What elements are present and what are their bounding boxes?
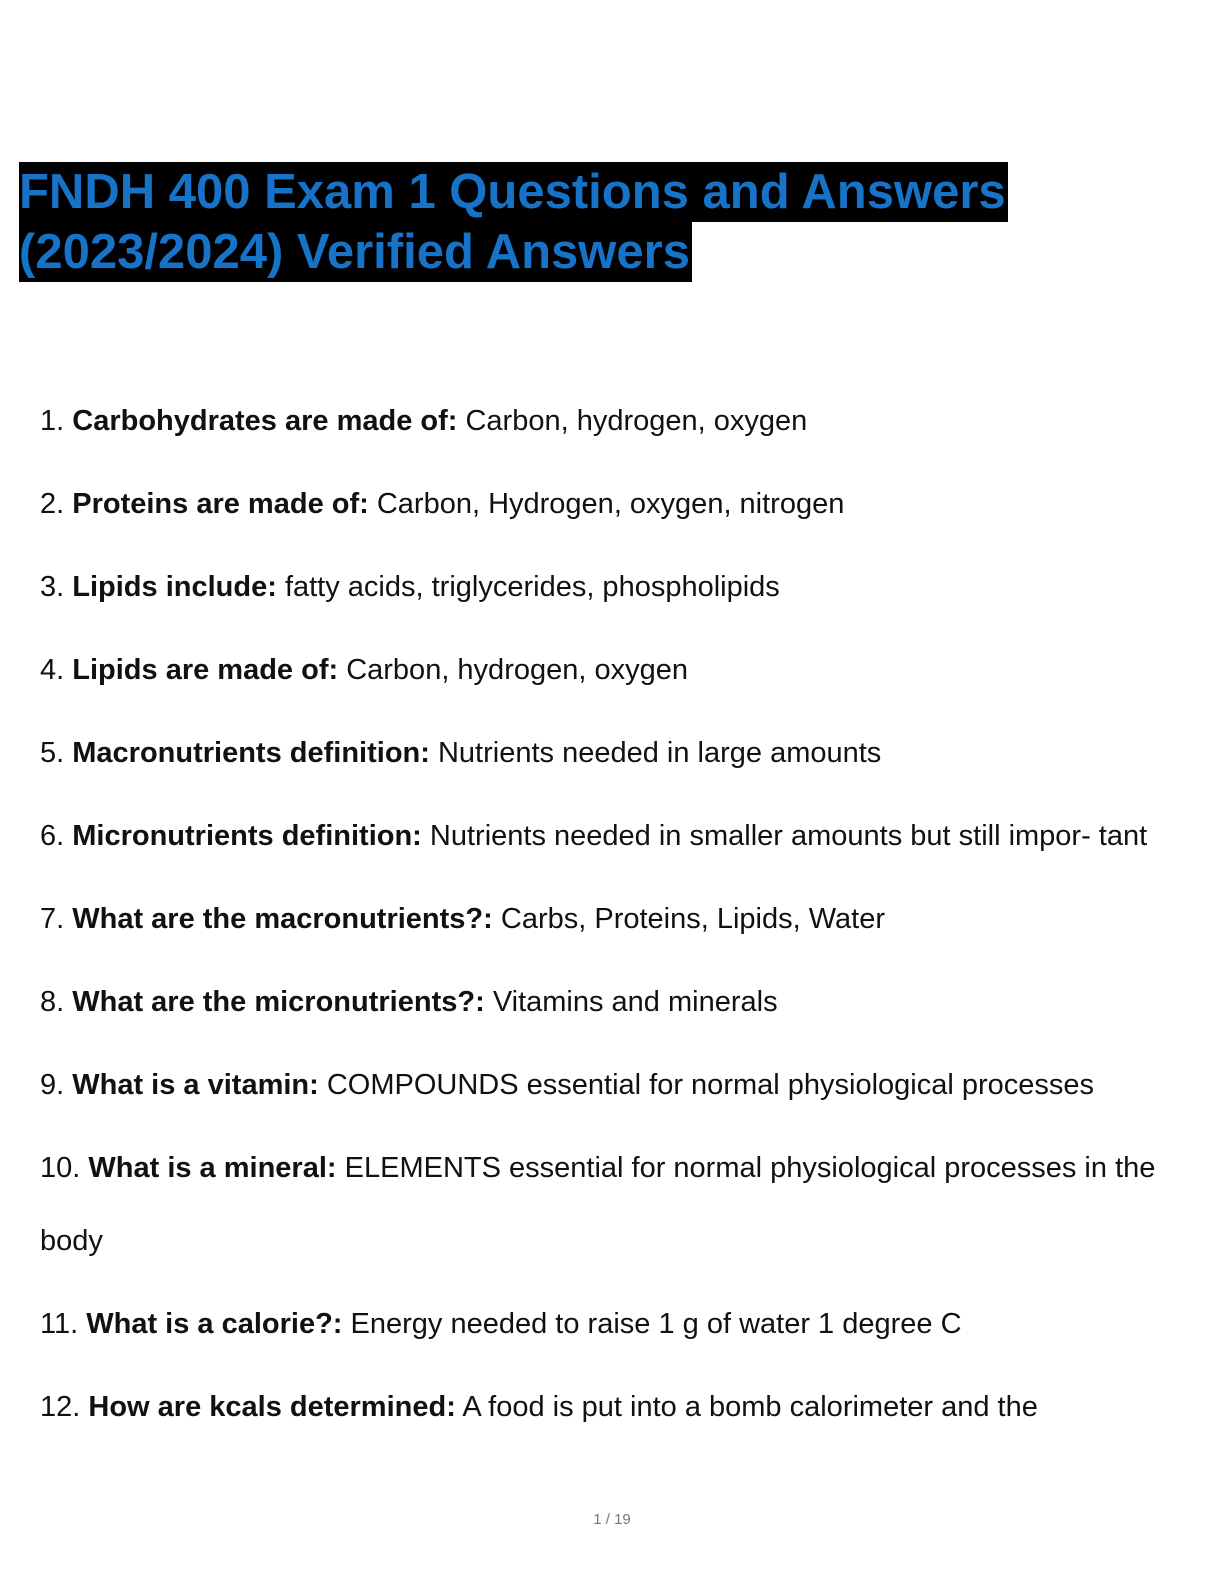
item-answer: Carbon, Hydrogen, oxygen, nitrogen: [376, 488, 845, 520]
item-number: 2.: [40, 488, 65, 520]
item-number: 4.: [40, 654, 65, 686]
qa-item-4: [40, 634, 1185, 707]
item-question: What is a mineral:: [88, 1152, 337, 1184]
item-answer: Energy needed to raise 1 g of water 1 degree C: [350, 1308, 962, 1340]
qa-item-5: [40, 717, 1185, 790]
item-answer: Carbs, Proteins, Lipids, Water: [500, 903, 885, 935]
qa-item-10: [40, 1132, 1185, 1278]
item-answer: fatty acids, triglycerides, phospholipids: [284, 571, 780, 603]
item-answer: Vitamins and minerals: [492, 986, 778, 1018]
item-answer: A food is put into a bomb calorimeter and the: [462, 1391, 1038, 1423]
item-number: 5.: [40, 737, 65, 769]
item-number: 8.: [40, 986, 65, 1018]
qa-item-1: [40, 385, 1185, 458]
title-line-1: FNDH 400 Exam 1 Questions and Answers: [19, 162, 1008, 222]
item-question: How are kcals determined:: [88, 1391, 456, 1423]
item-answer: Nutrients needed in smaller amounts but still impor- tant: [429, 820, 1148, 852]
item-number: 6.: [40, 820, 65, 852]
item-number: 7.: [40, 903, 65, 935]
qa-item-6: [40, 800, 1185, 873]
qa-item-7: [40, 883, 1185, 956]
item-answer: ELEMENTS essential for normal physiological processes in the body: [40, 1152, 1156, 1257]
document-title: [19, 162, 1079, 282]
item-question: Carbohydrates are made of:: [72, 405, 458, 437]
item-question: What is a calorie?:: [86, 1308, 343, 1340]
item-number: 12.: [40, 1391, 81, 1423]
qa-item-8: [40, 966, 1185, 1039]
qa-item-2: [40, 468, 1185, 541]
item-answer: Carbon, hydrogen, oxygen: [346, 654, 688, 686]
qa-item-3: [40, 551, 1185, 624]
qa-item-9: [40, 1049, 1185, 1122]
item-question: What are the macronutrients?:: [72, 903, 493, 935]
item-number: 1.: [40, 405, 65, 437]
item-question: Micronutrients definition:: [72, 820, 422, 852]
qa-item-11: [40, 1288, 1185, 1361]
item-number: 3.: [40, 571, 65, 603]
item-question: Proteins are made of:: [72, 488, 369, 520]
item-number: 9.: [40, 1069, 65, 1101]
item-question: What are the micronutrients?:: [72, 986, 485, 1018]
item-answer: Nutrients needed in large amounts: [437, 737, 882, 769]
page-indicator: 1 / 19: [593, 1511, 631, 1528]
item-number: 11.: [40, 1308, 79, 1340]
item-answer: COMPOUNDS essential for normal physiological processes: [326, 1069, 1095, 1101]
qa-list: [40, 385, 1185, 1454]
item-question: Macronutrients definition:: [72, 737, 430, 769]
item-question: Lipids are made of:: [72, 654, 339, 686]
item-question: What is a vitamin:: [72, 1069, 319, 1101]
item-answer: Carbon, hydrogen, oxygen: [465, 405, 808, 437]
title-line-2: (2023/2024) Verified Answers: [19, 222, 692, 282]
item-question: Lipids include:: [72, 571, 277, 603]
item-number: 10.: [40, 1152, 81, 1184]
qa-item-12: [40, 1371, 1185, 1444]
